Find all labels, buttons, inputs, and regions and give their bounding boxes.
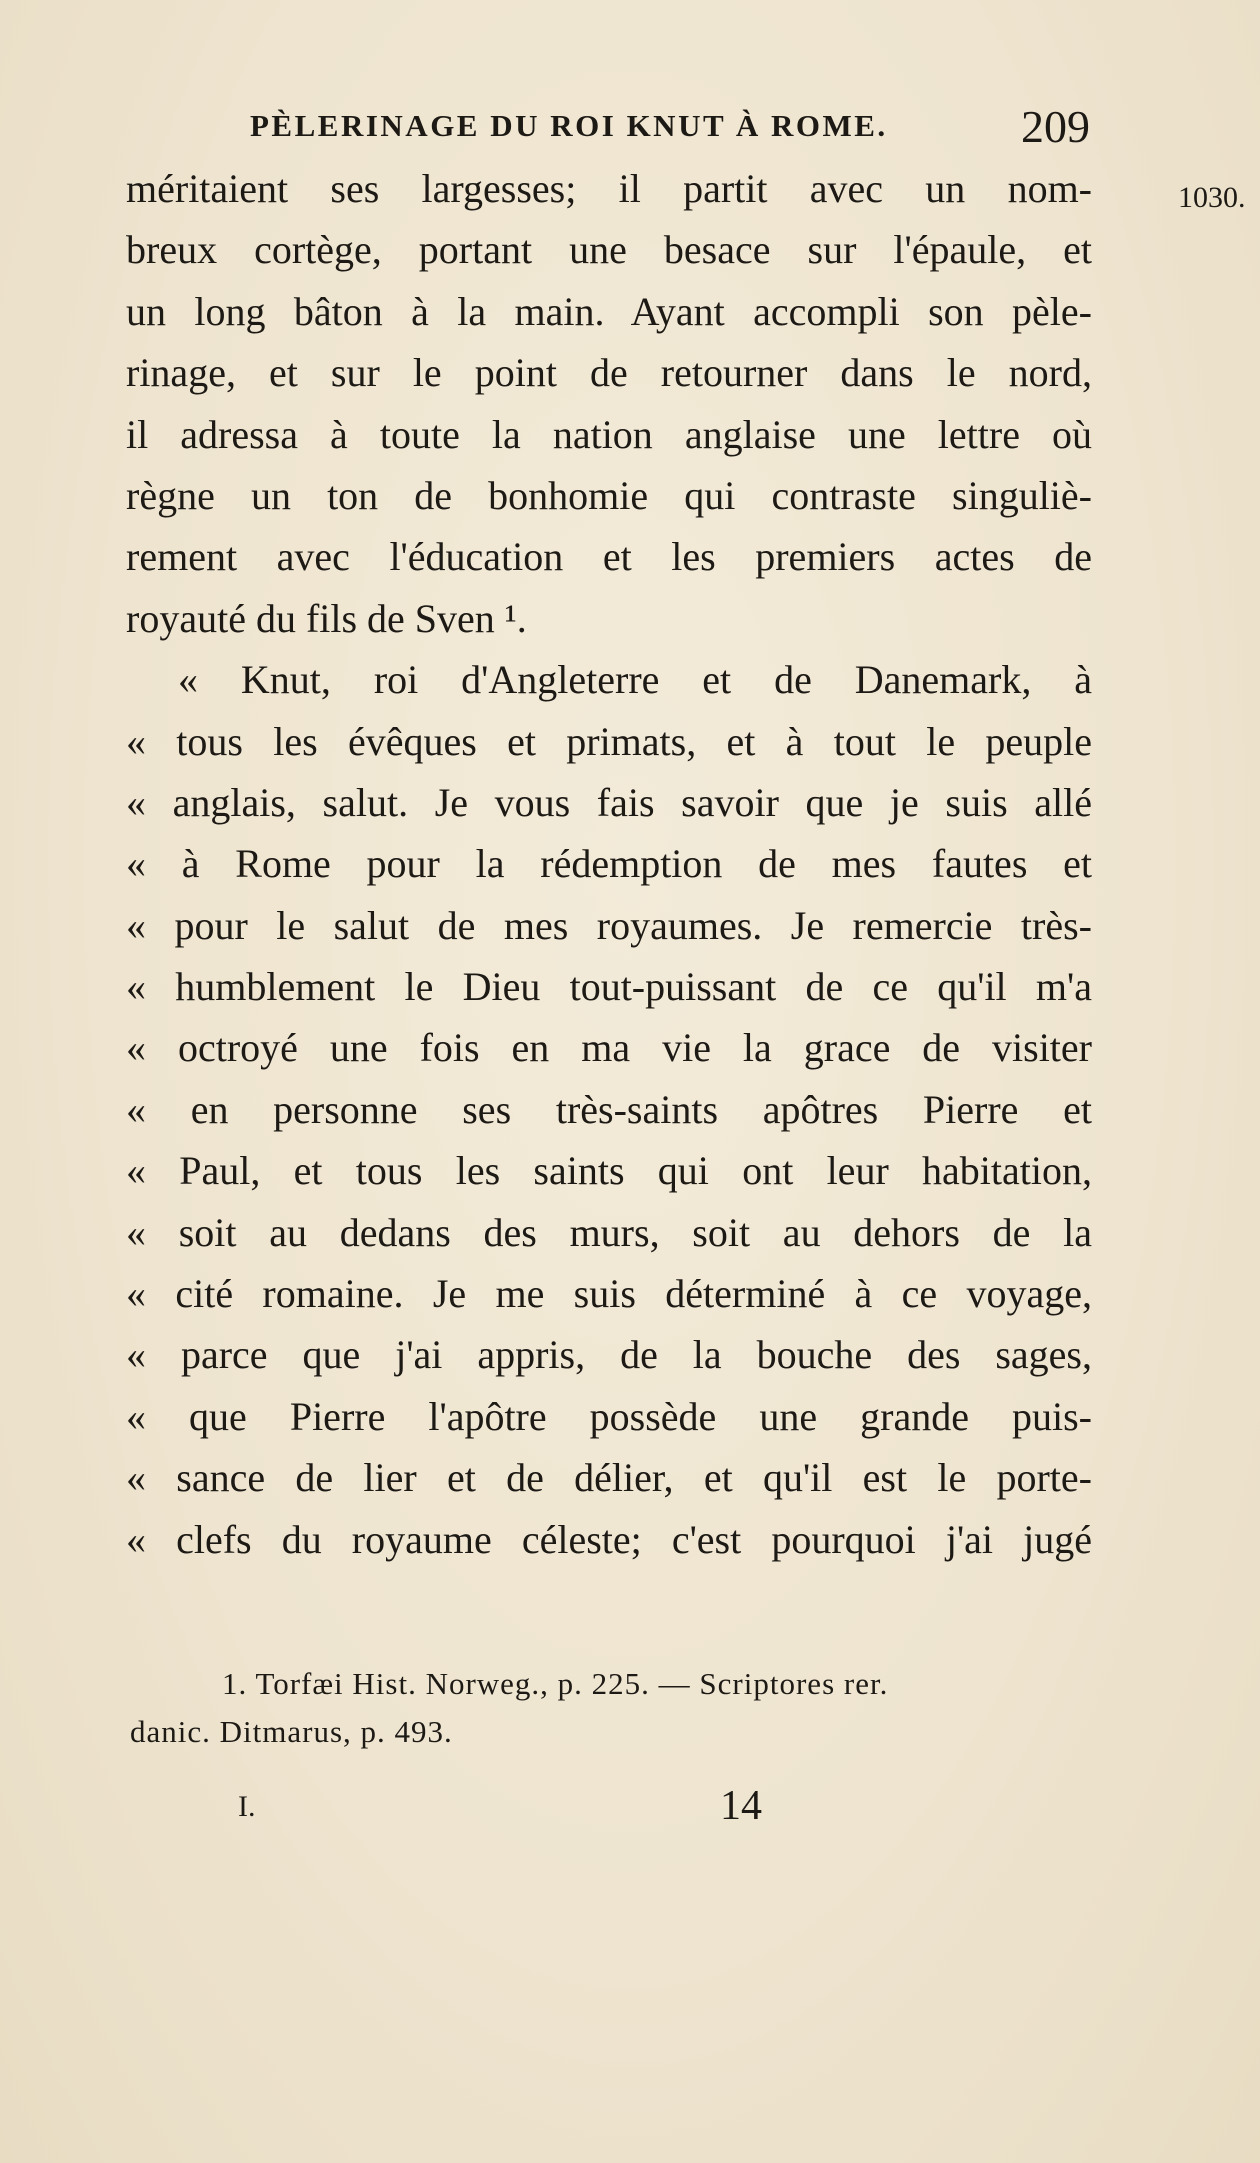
text-line: « anglais, salut. Je vous fais savoir que je suis allé [126, 779, 1092, 825]
signature-mark: I. [238, 1790, 256, 1823]
text-line: royauté du fils de Sven ¹. [126, 595, 527, 641]
text-line: « humblement le Dieu tout-puissant de ce qu'il m'a [126, 964, 1092, 1010]
footnote-line: 1. Torfæi Hist. Norweg., p. 225. — Scriptores rer. [222, 1666, 889, 1701]
running-head [130, 100, 1130, 160]
margin-date: 1030. [1178, 181, 1246, 214]
text-line: « que Pierre l'apôtre possède une grande puis- [126, 1393, 1092, 1439]
text-line: « octroyé une fois en ma vie la grace de visiter [126, 1025, 1092, 1071]
text-line: « cité romaine. Je me suis déterminé à ce voyage, [126, 1271, 1092, 1317]
footnote-line: danic. Ditmarus, p. 493. [130, 1714, 453, 1749]
text-line: il adressa à toute la nation anglaise une lettre où [126, 411, 1092, 457]
body-text [126, 158, 1092, 1570]
footnotes [130, 1660, 1090, 1756]
text-line: « soit au dedans des murs, soit au dehors de la [126, 1209, 1092, 1255]
text-line: « Paul, et tous les saints qui ont leur habitation, [126, 1148, 1092, 1194]
text-line: méritaient ses largesses; il partit avec un nom- [126, 166, 1092, 211]
text-line: « pour le salut de mes royaumes. Je remercie très- [126, 902, 1092, 948]
page-number: 209 [1021, 101, 1090, 152]
signature-row [130, 1782, 1090, 1842]
text-line: « clefs du royaume céleste; c'est pourquoi j'ai jugé [126, 1516, 1092, 1562]
text-line: « sance de lier et de délier, et qu'il est le porte- [126, 1455, 1092, 1501]
signature-number: 14 [720, 1783, 762, 1829]
text-line: « en personne ses très-saints apôtres Pierre et [126, 1086, 1092, 1132]
text-line: un long bâton à la main. Ayant accompli son pèle- [126, 288, 1092, 334]
running-title: PÈLERINAGE DU ROI KNUT À ROME. [250, 108, 888, 143]
text-line: « parce que j'ai appris, de la bouche des sages, [126, 1332, 1092, 1378]
text-line: règne un ton de bonhomie qui contraste singuliè- [126, 472, 1092, 518]
text-line: rement avec l'éducation et les premiers actes de [126, 534, 1092, 580]
text-line: rinage, et sur le point de retourner dans le nord, [126, 350, 1092, 396]
text-line: « à Rome pour la rédemption de mes fautes et [126, 841, 1092, 887]
text-line: « tous les évêques et primats, et à tout le peuple [126, 718, 1092, 764]
text-line: « Knut, roi d'Angleterre et de Danemark, à [178, 657, 1092, 703]
text-line: breux cortège, portant une besace sur l'épaule, et [126, 227, 1092, 273]
